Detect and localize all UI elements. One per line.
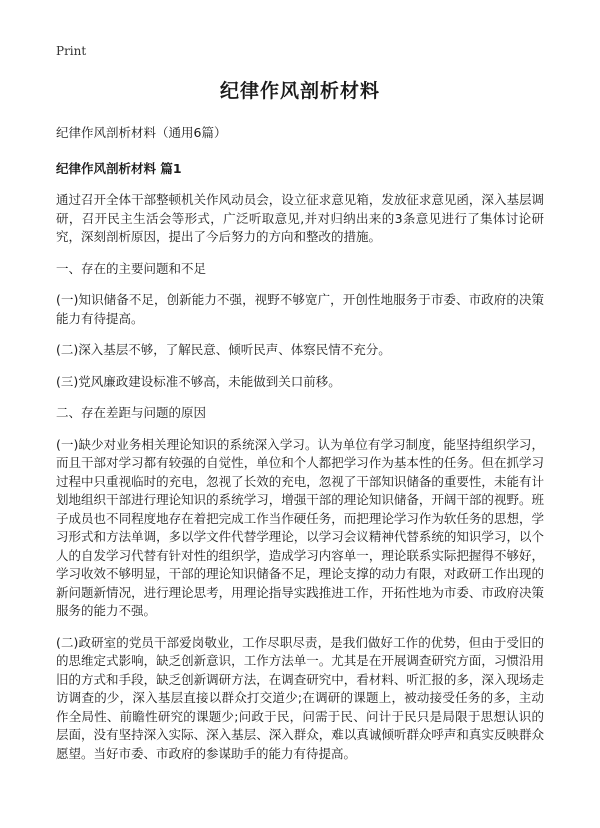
problem-item-2: (二)深入基层不够，了解民意、倾听民声、体察民情不充分。 — [56, 342, 391, 357]
intro-paragraph: 通过召开全体干部整顿机关作风动员会，设立征求意见箱，发放征求意见函，深入基层调研，召开民主生活会等形式，广泛听取意见,并对归纳出来的3条意见进行了集体讨论研究，深刻剖析原因，提出了今后努力的方向和整改的措施。 — [56, 192, 544, 244]
print-label[interactable]: Print — [56, 44, 87, 58]
problem-item-3: (三)党风廉政建设标准不够高，未能做到关口前移。 — [56, 373, 341, 389]
document-subtitle: 纪律作风剖析材料（通用6篇） — [56, 125, 227, 140]
document-title: 纪律作风剖析材料 — [219, 80, 380, 102]
heading-problems: 一、存在的主要问题和不足 — [56, 260, 207, 276]
document-body — [56, 191, 544, 763]
cause-paragraph-1: (一)缺少对业务相关理论知识的系统深入学习。认为单位有学习制度，能坚持组织学习，而且干部对学习都有较强的自觉性，单位和个人都把学习作为基本性的任务。但在抓学习过程中只重视临时的充电，忽视了长效的充电，忽视了干部知识储备的重要性，未能有计划地组织干部进行理论知识的系统学习，增强干部的理论知识储备，开阔干部的视野。班子成员也不同程度地存在着把完成工作当作硬任务，而把理论学习作为软任务的思想，学习形式和方法单调，多以学文件代替学理论，以学习会议精神代替系统的知识学习，以个人的自发学习代替有针对性的组织学，造成学习内容单一，理论联系实际把握得不够好，学习收效不够明显，干部的理论知识储备不足，理论支撑的动力有限，对政研工作出现的新问题新情况，进行理论思考，用理论指导实践推进工作，开拓性地为市委、市政府决策服务的能力不强。 — [56, 436, 544, 618]
heading-causes: 二、存在差距与问题的原因 — [56, 405, 207, 420]
cause-paragraph-2: (二)政研室的党员干部爱岗敬业，工作尽职尽责，是我们做好工作的优势，但由于受旧的的思维定式影响，缺乏创新意识，工作方法单一。尤其是在开展调查研究方面，习惯沿用旧的方式和手段，缺乏创新调研方法，在调查研究中，看材料、听汇报的多，深入现场走访调查的少，深入基层直接以群众打交道少;在调研的课题上，被动接受任务的多，主动作全局性、前瞻性研究的课题少;问政于民，问需于民、问计于民只是局限于思想认识的层面，没有坚持深入实际、深入基层、深入群众，难以真诚倾听群众呼声和真实反映群众愿望。当好市委、市政府的参谋助手的能力有待提高。 — [56, 634, 544, 761]
section-heading: 纪律作风剖析材料 篇1 — [56, 161, 182, 176]
problem-item-1: (一)知识储备不足，创新能力不强，视野不够宽广，开创性地服务于市委、市政府的决策能力有待提高。 — [56, 292, 544, 326]
